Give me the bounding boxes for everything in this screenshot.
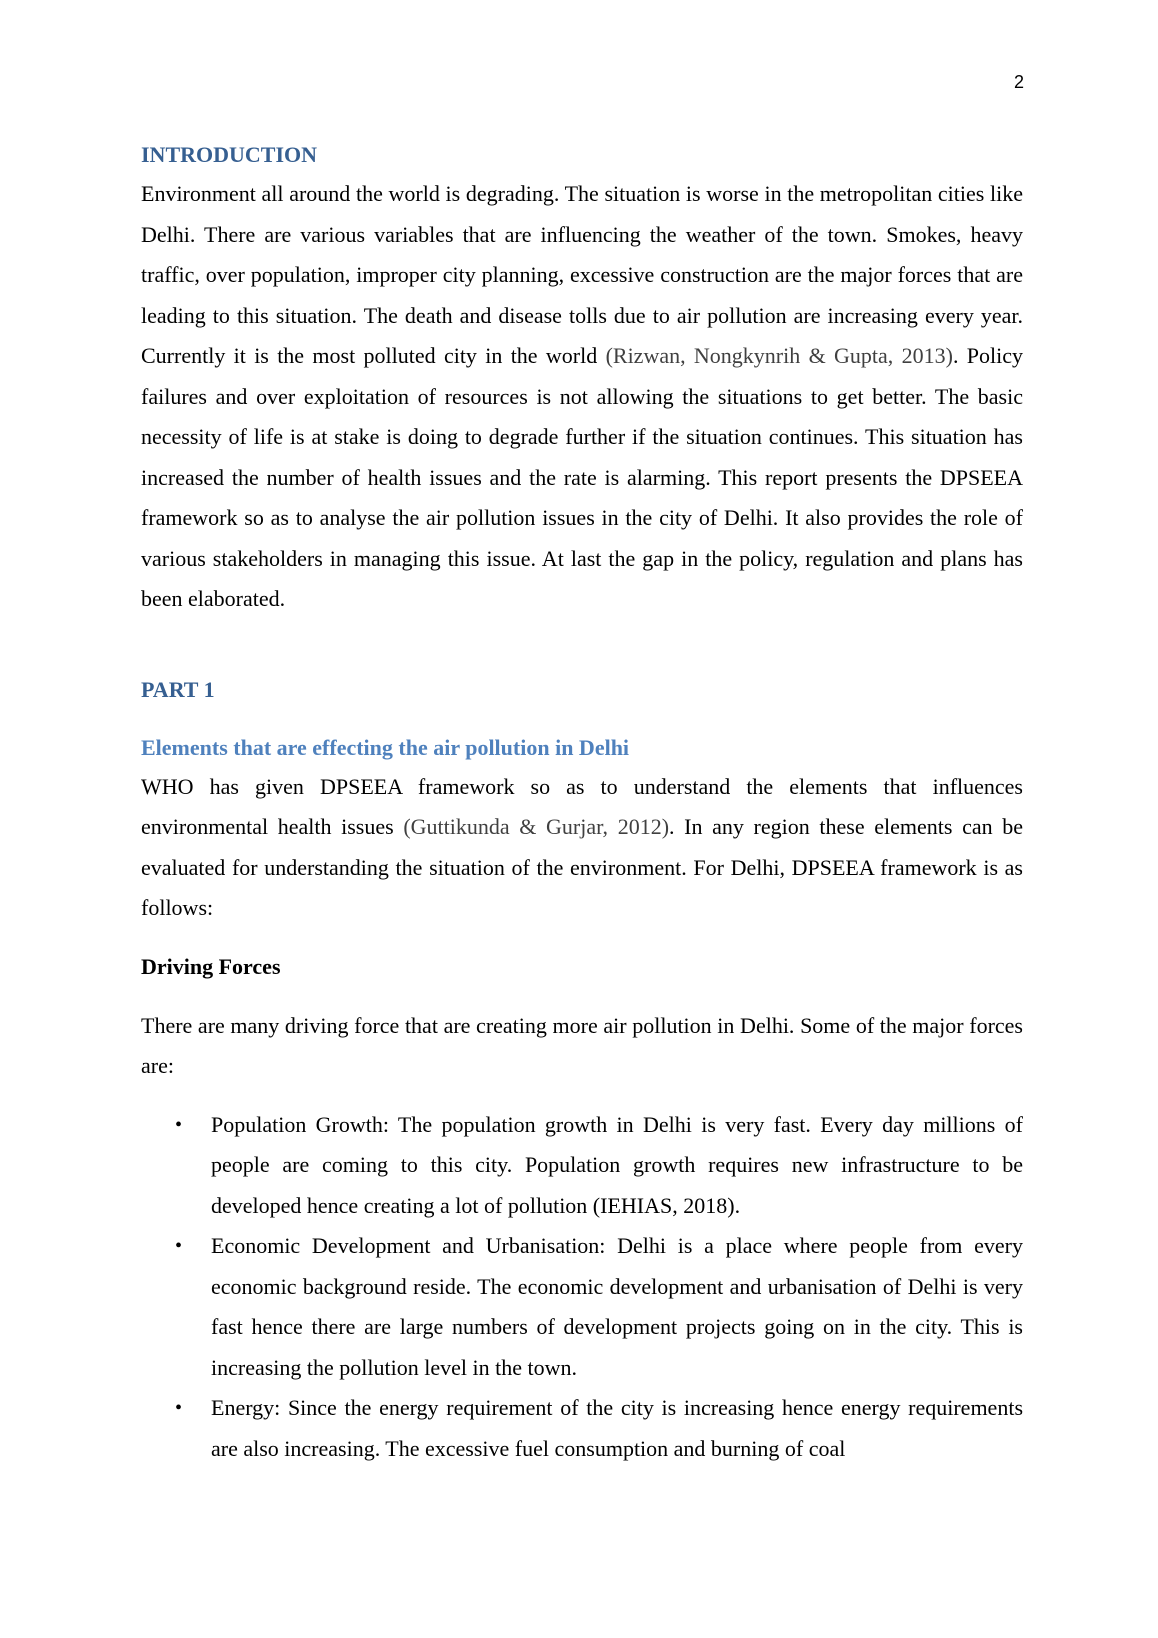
- list-item: [141, 1105, 1023, 1227]
- driving-forces-intro: There are many driving force that are creating more air pollution in Delhi. Some of the major forces are:: [141, 1012, 1023, 1078]
- document-body: [141, 138, 1023, 1469]
- intro-text-start: Environment all around the world is degrading. The situation is worse in the metropolitan cities like Delhi. There are various variables that are influencing the weather of the town. Smokes, heavy traffic, over population, improper city planning, excessive construction are the major forces that are leading to this situation. The death and disease tolls due to air pollution are increasing every year. Currently it is the most polluted city in the world: [141, 181, 1023, 368]
- list-item-text: Population Growth: The population growth in Delhi is very fast. Every day millions of people are coming to this city. Population growth requires new infrastructure to be developed hence creating a lot of pollution (IEHIAS, 2018).: [211, 1111, 1023, 1218]
- introduction-paragraph: [141, 174, 1023, 620]
- dpseea-text-end: . In any region these elements can be evaluated for understanding the situation of the environment. For Delhi, DPSEEA framework is as follows:: [141, 814, 1023, 920]
- list-item: [141, 1226, 1023, 1388]
- list-item: [141, 1388, 1023, 1469]
- dpseea-citation: (Guttikunda & Gurjar, 2012): [403, 814, 670, 839]
- list-item-text: Economic Development and Urbanisation: Delhi is a place where people from every economic background reside. The economic development and urbanisation of Delhi is very fast hence there are large numbers of development projects going on in the city. This is increasing the pollution level in the town.: [211, 1233, 1023, 1380]
- introduction-heading: INTRODUCTION: [141, 142, 318, 167]
- driving-forces-list: [141, 1105, 1023, 1470]
- bullet-icon: •: [175, 1235, 183, 1257]
- dpseea-text-start: WHO has given DPSEEA framework so as to understand the elements that influences environmental health issues: [141, 773, 1023, 839]
- intro-text-end: . Policy failures and over exploitation of resources is not allowing the situations to get better. The basic necessity of life is at stake is doing to degrade further if the situation continues. This situation has increased the number of health issues and the rate is alarming. This report presents the DPSEEA framework so as to analyse the air pollution issues in the city of Delhi. It also provides the role of various stakeholders in managing this issue. At last the gap in the policy, regulation and plans has been elaborated.: [141, 343, 1023, 611]
- dpseea-paragraph: [141, 767, 1023, 929]
- part1-heading: PART 1: [141, 676, 215, 702]
- bullet-icon: •: [175, 1113, 183, 1136]
- bullet-icon: •: [175, 1397, 183, 1419]
- intro-citation: (Rizwan, Nongkynrih & Gupta, 2013): [605, 343, 953, 368]
- elements-subheading: Elements that are effecting the air pollution in Delhi: [141, 734, 630, 760]
- driving-forces-heading: Driving Forces: [141, 953, 281, 979]
- page-number: 2: [1013, 72, 1024, 92]
- list-item-text: Energy: Since the energy requirement of the city is increasing hence energy requirements are also increasing. The excessive fuel consumption and burning of coal: [211, 1395, 1023, 1461]
